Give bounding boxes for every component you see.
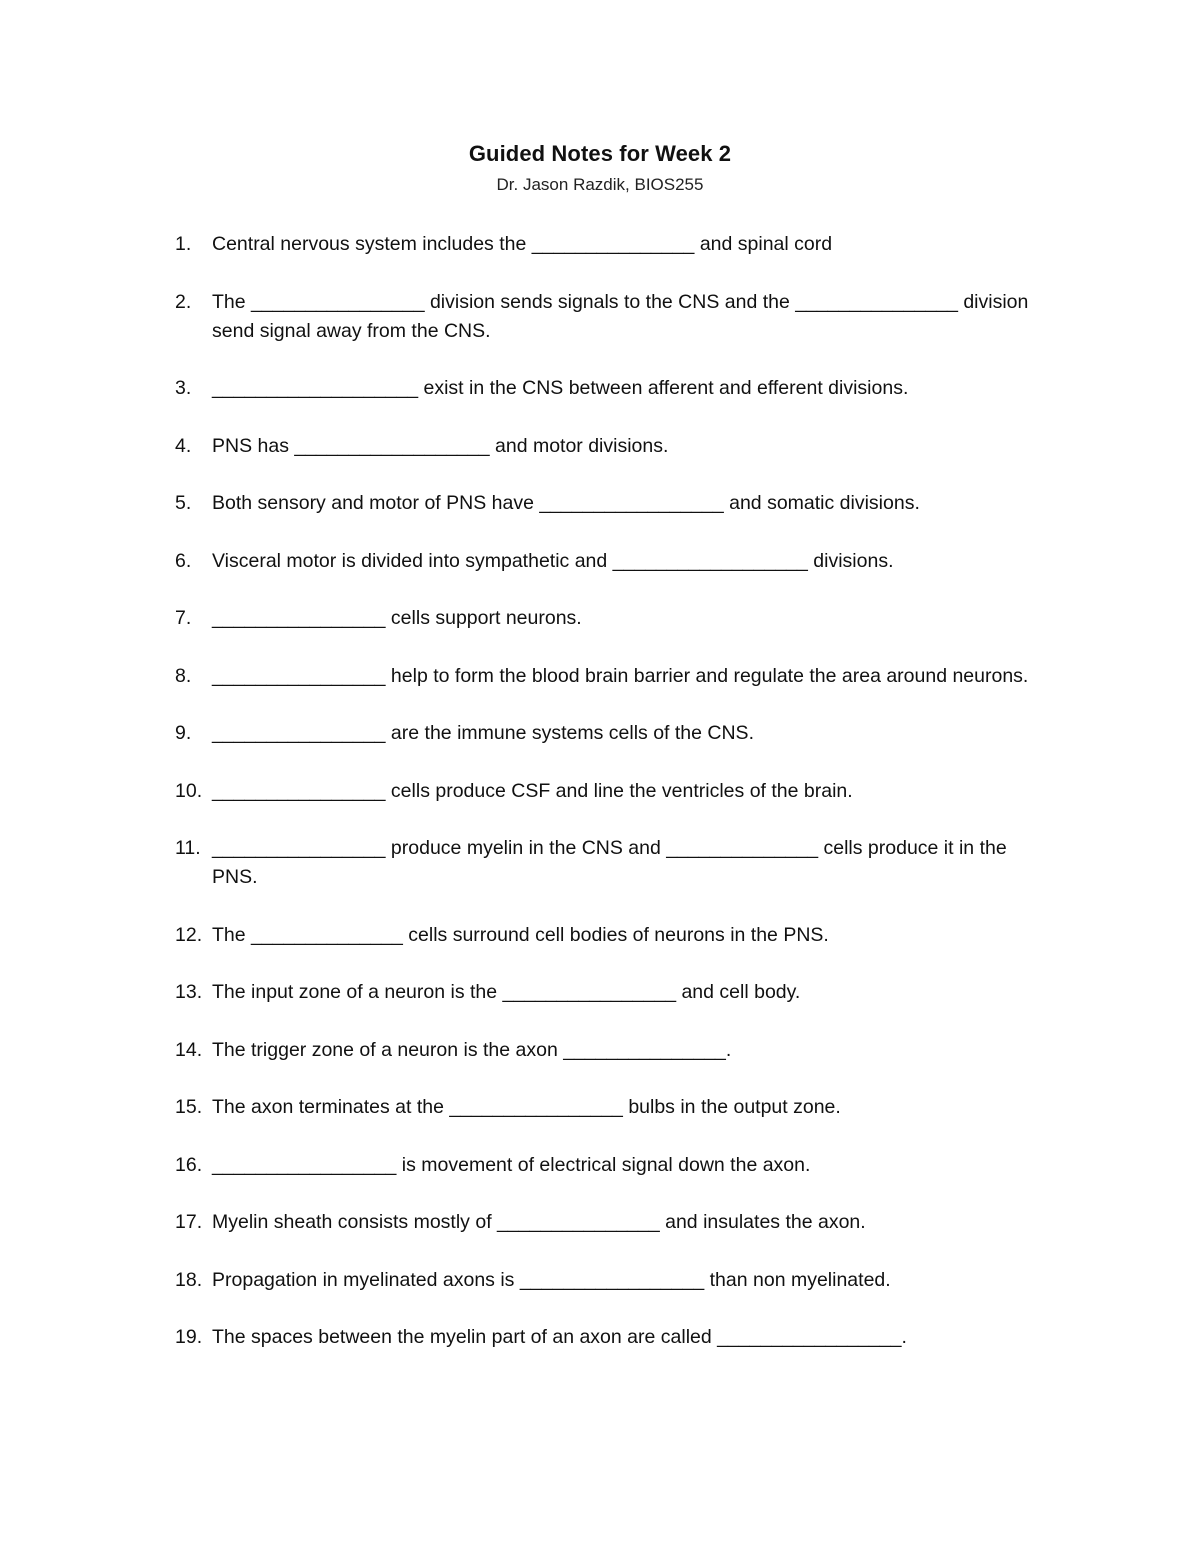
question-number: 5. [175,492,192,514]
question-item [175,288,1055,346]
question-item [175,432,1055,461]
question-text: The ________________ division sends signals to the CNS and the _______________ division send signal away from the CNS. [212,290,1034,342]
question-number: 3. [175,377,192,399]
question-item [175,604,1055,633]
question-number: 13. [175,981,203,1003]
question-number: 2. [175,290,192,313]
question-item [175,547,1055,576]
question-number: 1. [175,233,192,255]
question-text: ___________________ exist in the CNS between afferent and efferent divisions. [212,377,909,399]
question-number: 11. [175,837,201,859]
question-text: The ______________ cells surround cell bodies of neurons in the PNS. [212,923,829,946]
question-number: 4. [175,434,192,457]
question-item [175,1036,1055,1065]
question-item [175,719,1055,748]
question-item [175,1266,1055,1295]
question-text: Central nervous system includes the _______________ and spinal cord [212,233,833,255]
question-number: 9. [175,722,192,744]
question-text: PNS has __________________ and motor divisions. [212,434,669,457]
question-number: 10. [175,779,203,802]
question-item [175,489,1055,518]
question-number: 15. [175,1096,203,1118]
question-number: 7. [175,607,192,629]
question-text: ________________ help to form the blood brain barrier and regulate the area around neurons. [212,664,1029,687]
question-text: The axon terminates at the ________________ bulbs in the output zone. [212,1096,841,1118]
question-list [175,230,1055,1381]
question-number: 12. [175,923,203,946]
question-number: 16. [175,1153,203,1176]
question-text: The input zone of a neuron is the ________________ and cell body. [212,981,801,1003]
question-item [175,662,1055,691]
question-number: 6. [175,549,192,572]
question-item [175,230,1055,259]
question-number: 18. [175,1268,203,1291]
question-number: 8. [175,664,192,687]
question-item [175,1151,1055,1180]
question-number: 14. [175,1038,203,1061]
question-text: The spaces between the myelin part of an axon are called _________________. [212,1326,907,1348]
question-item [175,921,1055,950]
question-text: Both sensory and motor of PNS have _________________ and somatic divisions. [212,492,920,514]
question-item [175,978,1055,1007]
question-item [175,1093,1055,1122]
question-text: ________________ are the immune systems cells of the CNS. [212,722,754,744]
question-number: 17. [175,1211,203,1233]
page-title: Guided Notes for Week 2 [468,141,732,166]
question-text: ________________ produce myelin in the CNS and ______________ cells produce it in the PNS. [212,837,1013,888]
question-text: ________________ cells support neurons. [212,607,582,629]
question-text: Myelin sheath consists mostly of _______________ and insulates the axon. [212,1211,866,1233]
question-text: ________________ cells produce CSF and line the ventricles of the brain. [212,779,853,802]
question-item [175,374,1055,403]
question-text: _________________ is movement of electrical signal down the axon. [212,1153,811,1176]
question-text: Propagation in myelinated axons is _________________ than non myelinated. [212,1268,891,1291]
page-subtitle: Dr. Jason Razdik, BIOS255 [496,175,704,194]
question-number: 19. [175,1326,203,1348]
question-item [175,1323,1055,1352]
question-text: Visceral motor is divided into sympathetic and __________________ divisions. [212,549,894,572]
question-text: The trigger zone of a neuron is the axon _______________. [212,1038,732,1061]
question-item [175,834,1055,892]
question-item [175,777,1055,806]
question-item [175,1208,1055,1237]
